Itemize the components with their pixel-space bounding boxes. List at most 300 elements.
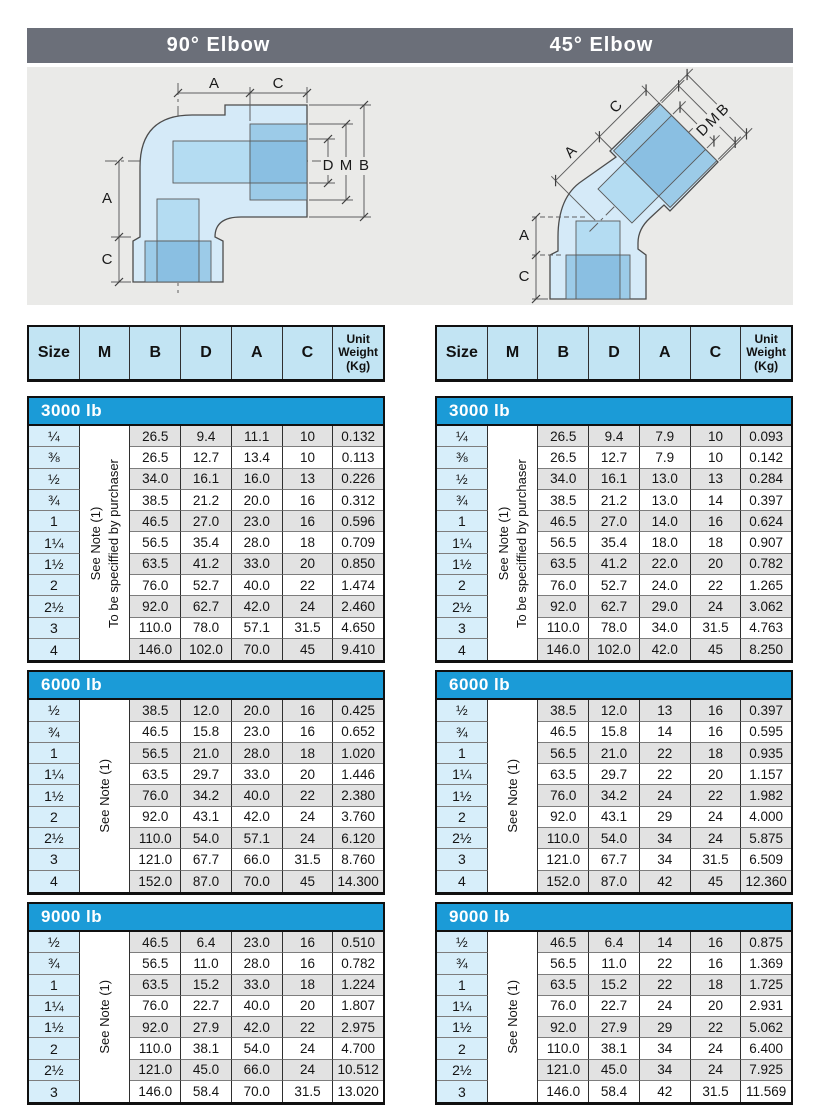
spec-row bbox=[29, 743, 383, 764]
size-cell: 3 bbox=[29, 618, 80, 639]
col-header-d: D bbox=[181, 327, 232, 379]
value-d: 58.4 bbox=[589, 1081, 640, 1102]
value-b: 46.5 bbox=[538, 722, 589, 743]
value-b: 26.5 bbox=[538, 447, 589, 468]
value-a: 54.0 bbox=[232, 1038, 283, 1059]
col-header-c: C bbox=[691, 327, 742, 379]
m-cell bbox=[80, 807, 131, 828]
value-d: 9.4 bbox=[181, 426, 232, 447]
spec-row bbox=[29, 596, 383, 617]
spec-row bbox=[437, 932, 791, 953]
value-c: 16 bbox=[283, 700, 334, 721]
value-a: 42.0 bbox=[640, 639, 691, 660]
dim-label-a-left: A bbox=[101, 190, 113, 207]
section-body bbox=[437, 932, 791, 1102]
column-header-row bbox=[27, 325, 385, 382]
value-weight: 0.850 bbox=[333, 554, 383, 575]
value-weight: 1.224 bbox=[333, 975, 383, 996]
value-c: 16 bbox=[283, 932, 334, 953]
spec-row bbox=[29, 1060, 383, 1081]
value-a: 20.0 bbox=[232, 490, 283, 511]
m-cell bbox=[80, 575, 131, 596]
size-cell: 3 bbox=[437, 849, 488, 870]
value-a: 40.0 bbox=[232, 996, 283, 1017]
value-b: 76.0 bbox=[538, 785, 589, 806]
section-9000-lb bbox=[27, 902, 385, 1105]
value-c: 24 bbox=[691, 1038, 742, 1059]
value-d: 21.0 bbox=[181, 743, 232, 764]
spec-row bbox=[437, 700, 791, 721]
value-weight: 1.369 bbox=[741, 953, 791, 974]
section-body bbox=[29, 426, 383, 660]
value-weight: 0.875 bbox=[741, 932, 791, 953]
m-cell bbox=[488, 743, 539, 764]
value-weight: 4.700 bbox=[333, 1038, 383, 1059]
value-d: 12.0 bbox=[181, 700, 232, 721]
m-cell bbox=[80, 785, 131, 806]
size-cell: 2½ bbox=[29, 1060, 80, 1081]
value-b: 46.5 bbox=[130, 722, 181, 743]
value-a: 7.9 bbox=[640, 447, 691, 468]
value-weight: 9.410 bbox=[333, 639, 383, 660]
m-cell bbox=[488, 953, 539, 974]
value-c: 31.5 bbox=[283, 849, 334, 870]
value-c: 10 bbox=[283, 447, 334, 468]
value-a: 22 bbox=[640, 764, 691, 785]
value-d: 27.9 bbox=[589, 1017, 640, 1038]
m-cell bbox=[488, 722, 539, 743]
value-d: 21.2 bbox=[589, 490, 640, 511]
value-weight: 1.446 bbox=[333, 764, 383, 785]
value-d: 34.2 bbox=[589, 785, 640, 806]
value-b: 46.5 bbox=[130, 932, 181, 953]
size-cell: 2½ bbox=[437, 596, 488, 617]
value-d: 27.9 bbox=[181, 1017, 232, 1038]
spec-row bbox=[437, 975, 791, 996]
value-d: 9.4 bbox=[589, 426, 640, 447]
value-d: 27.0 bbox=[589, 511, 640, 532]
value-weight: 3.062 bbox=[741, 596, 791, 617]
value-a: 20.0 bbox=[232, 700, 283, 721]
section-9000-lb bbox=[435, 902, 793, 1105]
value-c: 24 bbox=[691, 1060, 742, 1081]
note-line: See Note (1) bbox=[88, 506, 104, 580]
size-cell: 1½ bbox=[437, 554, 488, 575]
value-b: 110.0 bbox=[538, 828, 589, 849]
value-d: 16.1 bbox=[181, 469, 232, 490]
size-cell: 2½ bbox=[437, 1060, 488, 1081]
value-a: 11.1 bbox=[232, 426, 283, 447]
note-line: To be speciffied by purchaser bbox=[105, 458, 121, 628]
unit-weight-line: Unit bbox=[754, 331, 778, 346]
value-a: 13 bbox=[640, 700, 691, 721]
value-weight: 2.380 bbox=[333, 785, 383, 806]
col-header-m: M bbox=[80, 327, 131, 379]
value-c: 24 bbox=[283, 828, 334, 849]
dim-label-a-45-left: A bbox=[518, 227, 530, 244]
size-cell: 2 bbox=[437, 807, 488, 828]
m-cell bbox=[80, 996, 131, 1017]
section-6000-lb bbox=[27, 670, 385, 895]
value-weight: 12.360 bbox=[741, 871, 791, 892]
value-weight: 5.062 bbox=[741, 1017, 791, 1038]
section-body bbox=[437, 700, 791, 892]
value-a: 40.0 bbox=[232, 785, 283, 806]
value-a: 24 bbox=[640, 996, 691, 1017]
m-cell bbox=[488, 575, 539, 596]
value-c: 13 bbox=[283, 469, 334, 490]
size-cell: 4 bbox=[437, 639, 488, 660]
value-weight: 0.652 bbox=[333, 722, 383, 743]
value-c: 24 bbox=[283, 1038, 334, 1059]
spec-row bbox=[437, 618, 791, 639]
value-d: 43.1 bbox=[589, 807, 640, 828]
value-a: 23.0 bbox=[232, 511, 283, 532]
value-a: 24.0 bbox=[640, 575, 691, 596]
value-c: 16 bbox=[691, 953, 742, 974]
size-cell: 1¼ bbox=[29, 532, 80, 553]
unit-weight-line: (Kg) bbox=[754, 358, 779, 373]
spec-row bbox=[437, 764, 791, 785]
value-d: 35.4 bbox=[589, 532, 640, 553]
section-3000-lb bbox=[27, 396, 385, 663]
value-a: 29 bbox=[640, 807, 691, 828]
section-label: 3000 lb bbox=[29, 398, 383, 426]
col-header-d: D bbox=[589, 327, 640, 379]
col-header-m: M bbox=[488, 327, 539, 379]
value-a: 42.0 bbox=[232, 807, 283, 828]
value-a: 42 bbox=[640, 871, 691, 892]
spec-row bbox=[437, 554, 791, 575]
size-cell: 1 bbox=[437, 743, 488, 764]
value-d: 15.8 bbox=[589, 722, 640, 743]
col-header-b: B bbox=[538, 327, 589, 379]
value-c: 16 bbox=[691, 700, 742, 721]
m-cell bbox=[488, 828, 539, 849]
value-a: 66.0 bbox=[232, 1060, 283, 1081]
value-weight: 0.284 bbox=[741, 469, 791, 490]
value-weight: 0.093 bbox=[741, 426, 791, 447]
spec-row bbox=[437, 490, 791, 511]
size-cell: 1¼ bbox=[437, 532, 488, 553]
value-c: 13 bbox=[691, 469, 742, 490]
spec-row bbox=[29, 639, 383, 660]
title-90-elbow: 90° Elbow bbox=[166, 34, 271, 56]
value-d: 78.0 bbox=[181, 618, 232, 639]
m-cell bbox=[488, 1038, 539, 1059]
col-header-unit-weight bbox=[741, 327, 791, 379]
spec-row bbox=[437, 426, 791, 447]
dim-label-b-45: B bbox=[713, 100, 733, 120]
value-c: 22 bbox=[691, 785, 742, 806]
m-cell bbox=[80, 871, 131, 892]
value-weight: 3.760 bbox=[333, 807, 383, 828]
value-c: 22 bbox=[283, 785, 334, 806]
value-weight: 2.975 bbox=[333, 1017, 383, 1038]
spec-row bbox=[29, 447, 383, 468]
section-6000-lb bbox=[435, 670, 793, 895]
spec-row bbox=[437, 871, 791, 892]
section-label: 9000 lb bbox=[437, 904, 791, 932]
dim-label-b: B bbox=[358, 157, 370, 174]
value-a: 42.0 bbox=[232, 1017, 283, 1038]
size-cell: 3 bbox=[437, 1081, 488, 1102]
value-c: 18 bbox=[691, 532, 742, 553]
m-cell bbox=[488, 554, 539, 575]
m-cell bbox=[488, 1060, 539, 1081]
value-a: 28.0 bbox=[232, 532, 283, 553]
dim-label-c-45-left: C bbox=[518, 268, 530, 285]
spec-row bbox=[437, 953, 791, 974]
spec-row bbox=[437, 785, 791, 806]
col-header-size: Size bbox=[29, 327, 80, 379]
spec-row bbox=[437, 469, 791, 490]
value-c: 18 bbox=[691, 743, 742, 764]
size-cell: 1½ bbox=[29, 785, 80, 806]
value-d: 87.0 bbox=[589, 871, 640, 892]
value-d: 67.7 bbox=[181, 849, 232, 870]
col-header-a: A bbox=[640, 327, 691, 379]
m-cell bbox=[488, 1017, 539, 1038]
value-weight: 4.763 bbox=[741, 618, 791, 639]
value-b: 56.5 bbox=[538, 953, 589, 974]
value-b: 76.0 bbox=[130, 785, 181, 806]
value-d: 102.0 bbox=[589, 639, 640, 660]
dim-label-d-45: D bbox=[693, 120, 713, 140]
value-weight: 1.807 bbox=[333, 996, 383, 1017]
value-weight: 6.120 bbox=[333, 828, 383, 849]
spec-row bbox=[29, 996, 383, 1017]
size-cell: 1¼ bbox=[29, 996, 80, 1017]
value-a: 28.0 bbox=[232, 953, 283, 974]
note-line: See Note (1) bbox=[496, 506, 512, 580]
size-cell: 1 bbox=[437, 511, 488, 532]
value-d: 15.8 bbox=[181, 722, 232, 743]
m-cell bbox=[488, 871, 539, 892]
value-c: 18 bbox=[283, 532, 334, 553]
value-a: 13.0 bbox=[640, 469, 691, 490]
value-b: 46.5 bbox=[538, 511, 589, 532]
value-weight: 0.113 bbox=[333, 447, 383, 468]
value-a: 23.0 bbox=[232, 722, 283, 743]
size-cell: ¾ bbox=[437, 490, 488, 511]
m-cell bbox=[80, 511, 131, 532]
size-cell: ¾ bbox=[29, 953, 80, 974]
value-c: 16 bbox=[691, 932, 742, 953]
spec-row bbox=[29, 975, 383, 996]
value-c: 45 bbox=[283, 871, 334, 892]
value-b: 63.5 bbox=[538, 764, 589, 785]
value-d: 87.0 bbox=[181, 871, 232, 892]
value-a: 33.0 bbox=[232, 764, 283, 785]
value-weight: 8.760 bbox=[333, 849, 383, 870]
note-line: To be speciffied by purchaser bbox=[513, 458, 529, 628]
value-d: 54.0 bbox=[181, 828, 232, 849]
m-cell bbox=[80, 596, 131, 617]
spec-row bbox=[29, 426, 383, 447]
value-b: 92.0 bbox=[538, 596, 589, 617]
value-b: 121.0 bbox=[130, 849, 181, 870]
spec-row bbox=[29, 785, 383, 806]
value-b: 146.0 bbox=[130, 1081, 181, 1102]
value-weight: 13.020 bbox=[333, 1081, 383, 1102]
column-header-row bbox=[435, 325, 793, 382]
m-cell bbox=[80, 1060, 131, 1081]
spec-row bbox=[437, 849, 791, 870]
value-d: 29.7 bbox=[181, 764, 232, 785]
value-weight: 2.931 bbox=[741, 996, 791, 1017]
value-c: 22 bbox=[691, 1017, 742, 1038]
m-cell bbox=[488, 807, 539, 828]
note-line: See Note (1) bbox=[505, 759, 521, 833]
value-d: 22.7 bbox=[589, 996, 640, 1017]
value-a: 23.0 bbox=[232, 932, 283, 953]
value-c: 14 bbox=[691, 490, 742, 511]
spec-row bbox=[437, 596, 791, 617]
value-d: 54.0 bbox=[589, 828, 640, 849]
unit-weight-line: Weight bbox=[746, 345, 787, 360]
value-weight: 1.982 bbox=[741, 785, 791, 806]
value-a: 29 bbox=[640, 1017, 691, 1038]
spec-row bbox=[29, 700, 383, 721]
spec-row bbox=[437, 996, 791, 1017]
size-cell: ¼ bbox=[437, 426, 488, 447]
value-weight: 6.509 bbox=[741, 849, 791, 870]
value-a: 70.0 bbox=[232, 1081, 283, 1102]
value-d: 21.2 bbox=[181, 490, 232, 511]
spec-row bbox=[29, 828, 383, 849]
spec-row bbox=[437, 743, 791, 764]
value-b: 146.0 bbox=[538, 1081, 589, 1102]
spec-row bbox=[29, 490, 383, 511]
m-cell bbox=[80, 975, 131, 996]
m-cell bbox=[80, 953, 131, 974]
size-cell: 2 bbox=[437, 575, 488, 596]
value-b: 26.5 bbox=[538, 426, 589, 447]
m-cell bbox=[80, 849, 131, 870]
value-b: 121.0 bbox=[130, 1060, 181, 1081]
m-cell bbox=[488, 447, 539, 468]
table-45-elbow bbox=[435, 325, 793, 1105]
m-cell bbox=[488, 469, 539, 490]
section-body bbox=[437, 426, 791, 660]
spec-row bbox=[29, 1038, 383, 1059]
value-b: 110.0 bbox=[130, 618, 181, 639]
value-b: 76.0 bbox=[130, 575, 181, 596]
m-cell bbox=[488, 1081, 539, 1102]
value-d: 41.2 bbox=[181, 554, 232, 575]
col-header-a: A bbox=[232, 327, 283, 379]
m-cell bbox=[80, 764, 131, 785]
value-b: 26.5 bbox=[130, 447, 181, 468]
value-d: 11.0 bbox=[589, 953, 640, 974]
value-d: 21.0 bbox=[589, 743, 640, 764]
spec-row bbox=[29, 722, 383, 743]
value-a: 34 bbox=[640, 1038, 691, 1059]
table-90-elbow bbox=[27, 325, 385, 1105]
value-weight: 0.510 bbox=[333, 932, 383, 953]
dim-label-a-axis: A bbox=[561, 142, 581, 162]
value-b: 92.0 bbox=[130, 807, 181, 828]
value-a: 7.9 bbox=[640, 426, 691, 447]
spec-row bbox=[437, 511, 791, 532]
value-weight: 0.132 bbox=[333, 426, 383, 447]
spec-row bbox=[29, 618, 383, 639]
value-c: 31.5 bbox=[283, 618, 334, 639]
note-line: See Note (1) bbox=[97, 980, 113, 1054]
value-weight: 0.907 bbox=[741, 532, 791, 553]
value-b: 34.0 bbox=[130, 469, 181, 490]
value-weight: 0.312 bbox=[333, 490, 383, 511]
tables-area bbox=[27, 325, 793, 1105]
value-weight: 0.782 bbox=[741, 554, 791, 575]
value-d: 6.4 bbox=[589, 932, 640, 953]
value-c: 20 bbox=[283, 764, 334, 785]
value-weight: 4.650 bbox=[333, 618, 383, 639]
value-weight: 11.569 bbox=[741, 1081, 791, 1102]
value-c: 16 bbox=[283, 722, 334, 743]
spec-row bbox=[29, 871, 383, 892]
value-a: 34 bbox=[640, 849, 691, 870]
value-c: 20 bbox=[691, 554, 742, 575]
size-cell: 2½ bbox=[29, 828, 80, 849]
size-cell: ½ bbox=[29, 700, 80, 721]
size-cell: ¾ bbox=[29, 722, 80, 743]
note-line: See Note (1) bbox=[97, 759, 113, 833]
value-a: 70.0 bbox=[232, 871, 283, 892]
col-header-size: Size bbox=[437, 327, 488, 379]
size-cell: 1¼ bbox=[29, 764, 80, 785]
value-weight: 0.142 bbox=[741, 447, 791, 468]
size-cell: 1 bbox=[29, 743, 80, 764]
value-b: 121.0 bbox=[538, 1060, 589, 1081]
value-b: 92.0 bbox=[538, 1017, 589, 1038]
value-b: 63.5 bbox=[130, 764, 181, 785]
value-a: 42 bbox=[640, 1081, 691, 1102]
value-a: 22 bbox=[640, 975, 691, 996]
m-cell bbox=[488, 618, 539, 639]
value-b: 110.0 bbox=[130, 828, 181, 849]
value-b: 152.0 bbox=[538, 871, 589, 892]
value-d: 35.4 bbox=[181, 532, 232, 553]
value-b: 146.0 bbox=[130, 639, 181, 660]
value-c: 16 bbox=[691, 511, 742, 532]
spec-row bbox=[29, 554, 383, 575]
section-body bbox=[29, 932, 383, 1102]
m-cell bbox=[80, 554, 131, 575]
value-weight: 5.875 bbox=[741, 828, 791, 849]
value-weight: 4.000 bbox=[741, 807, 791, 828]
size-cell: 3 bbox=[29, 849, 80, 870]
value-a: 14.0 bbox=[640, 511, 691, 532]
value-d: 15.2 bbox=[589, 975, 640, 996]
value-c: 20 bbox=[691, 996, 742, 1017]
m-cell bbox=[488, 975, 539, 996]
value-weight: 7.925 bbox=[741, 1060, 791, 1081]
note-line: See Note (1) bbox=[505, 980, 521, 1054]
value-b: 76.0 bbox=[130, 996, 181, 1017]
value-weight: 14.300 bbox=[333, 871, 383, 892]
section-body bbox=[29, 700, 383, 892]
value-c: 10 bbox=[691, 447, 742, 468]
value-b: 92.0 bbox=[538, 807, 589, 828]
size-cell: ½ bbox=[437, 469, 488, 490]
section-label: 6000 lb bbox=[29, 672, 383, 700]
unit-weight-line: Weight bbox=[338, 345, 379, 360]
value-weight: 8.250 bbox=[741, 639, 791, 660]
m-cell bbox=[80, 743, 131, 764]
value-b: 121.0 bbox=[538, 849, 589, 870]
